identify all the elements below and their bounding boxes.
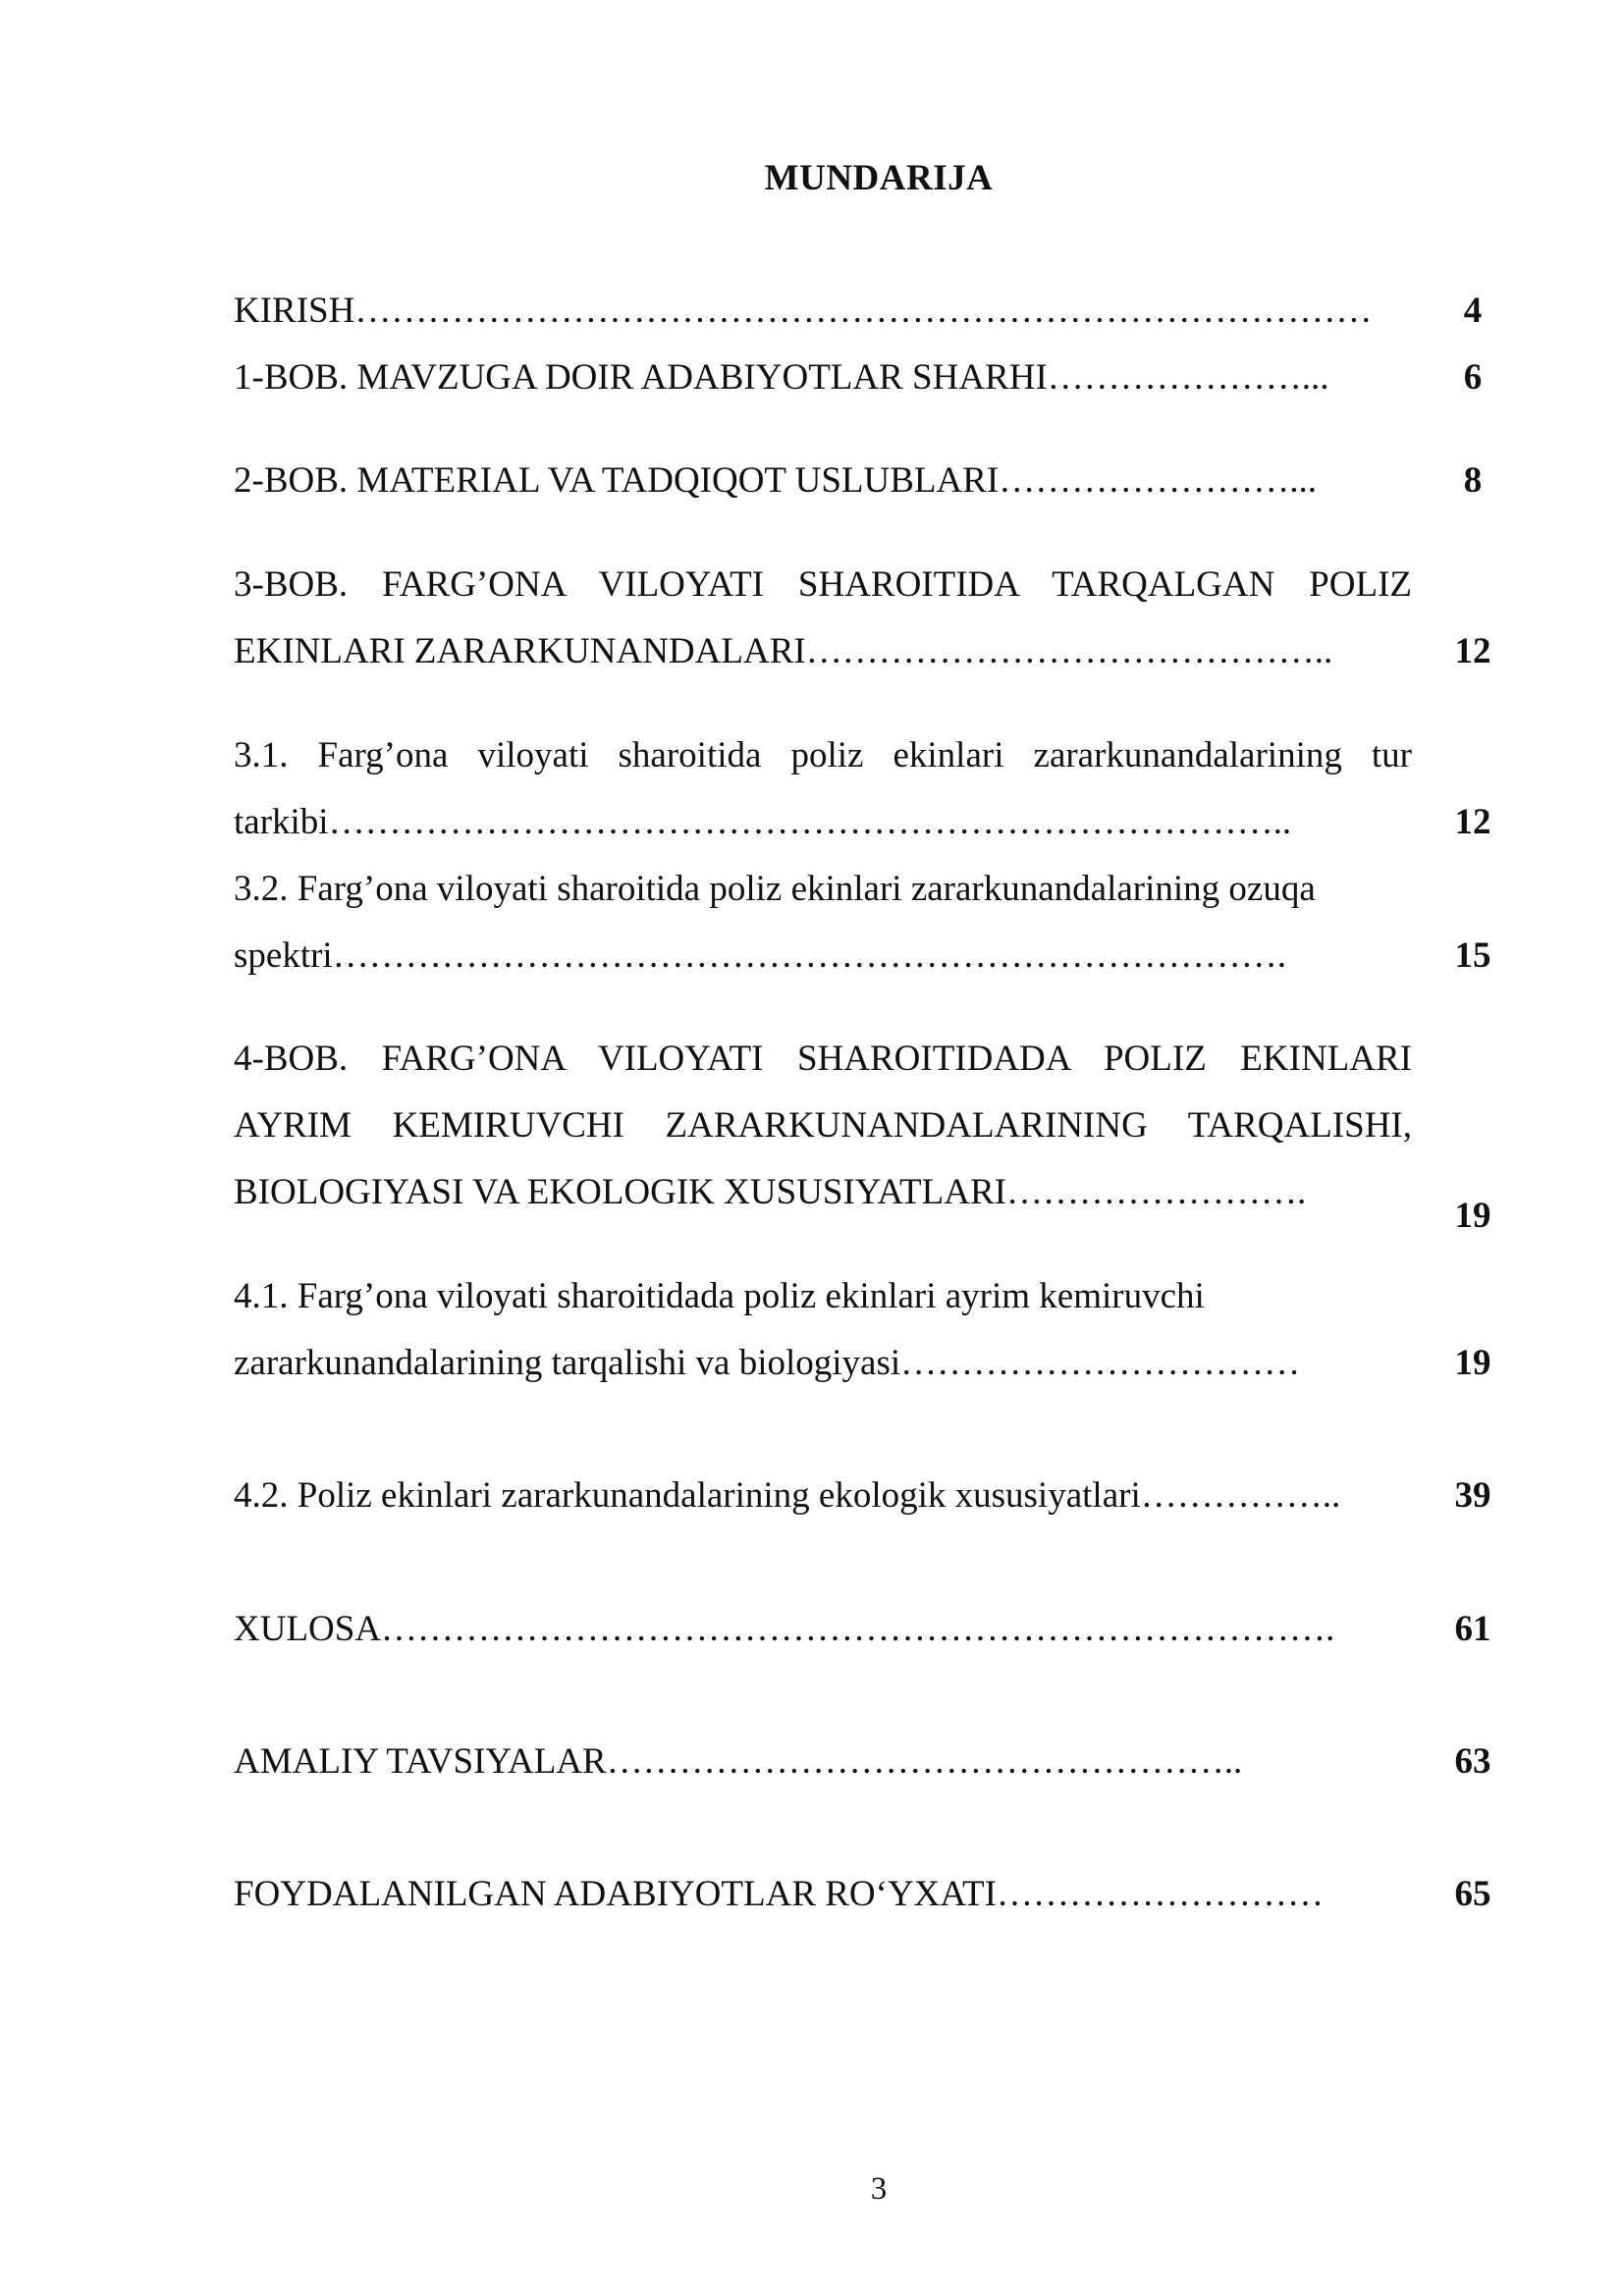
toc-entry-text: 3.2. Farg’ona viloyati sharoitida poliz ekinlari zararkunandalarining ozuqa xyxy=(234,869,1316,909)
toc-entry-chapter-2 xyxy=(234,448,1412,514)
toc-entry-text: tarkibi…………………………………………………………………….. xyxy=(234,802,1292,842)
toc-entry-text: zararkunandalarining tarqalishi va biologiyasi…………………………… xyxy=(234,1343,1301,1383)
toc-entry-chapter-1 xyxy=(234,345,1412,411)
toc-page-number: 15 xyxy=(1454,935,1491,976)
toc-entry-text: XULOSA……………………………………………………………………. xyxy=(234,1609,1335,1649)
toc-page-number: 39 xyxy=(1454,1475,1491,1516)
toc-entry-kirish xyxy=(234,278,1412,345)
toc-entry-chapter-4 xyxy=(234,1026,1412,1226)
toc-entry-text: 3-BOB. FARG’ONA VILOYATI SHAROITIDA TARQALGAN POLIZ xyxy=(234,564,1412,605)
toc-entry-text: 4-BOB. FARG’ONA VILOYATI SHAROITIDADA POLIZ EKINLARI xyxy=(234,1039,1412,1079)
toc-entry-chapter-3 xyxy=(234,552,1412,685)
toc-page-number: 6 xyxy=(1463,357,1483,398)
toc-page-number: 12 xyxy=(1454,631,1491,671)
toc-page-number: 19 xyxy=(1454,1196,1491,1236)
toc-entry-text: 1-BOB. MAVZUGA DOIR ADABIYOTLAR SHARHI…………………... xyxy=(234,357,1329,398)
toc-entry-text: BIOLOGIYASI VA EKOLOGIK XUSUSIYATLARI……………………. xyxy=(234,1172,1307,1212)
toc-entry-text: EKINLARI ZARARKUNANDALARI…………………………………….. xyxy=(234,631,1333,671)
toc-entry-text: spektri……………………………………………………………………. xyxy=(234,935,1286,976)
toc-entry-amaliy-tavsiyalar xyxy=(234,1729,1412,1795)
toc-entry-section-3-2 xyxy=(234,856,1412,989)
toc-entry-text: 4.1. Farg’ona viloyati sharoitidada poliz ekinlari ayrim kemiruvchi xyxy=(234,1276,1205,1316)
toc-entry-text: AYRIM KEMIRUVCHI ZARARKUNANDALARINING TARQALISHI, xyxy=(234,1105,1412,1146)
toc-page-number: 4 xyxy=(1463,291,1483,331)
page-number-footer: 3 xyxy=(870,2171,888,2207)
toc-entry-references xyxy=(234,1861,1412,1928)
toc-page-number: 12 xyxy=(1454,802,1491,842)
toc-page-number: 19 xyxy=(1454,1343,1491,1383)
toc-entry-section-3-1 xyxy=(234,722,1412,856)
toc-entry-text: 3.1. Farg’ona viloyati sharoitida poliz ekinlari zararkunandalarining tur xyxy=(234,735,1412,775)
toc-page-number: 61 xyxy=(1454,1609,1491,1649)
toc-entry-xulosa xyxy=(234,1596,1412,1663)
toc-entry-text: FOYDALANILGAN ADABIYOTLAR RO‘YXATI……………………… xyxy=(234,1874,1324,1914)
toc-page-number: 63 xyxy=(1454,1741,1491,1782)
page-title: MUNDARIJA xyxy=(764,158,994,198)
toc-entry-text: 4.2. Poliz ekinlari zararkunandalarining ekologik xususiyatlari…………….. xyxy=(234,1475,1341,1516)
toc-entry-section-4-1 xyxy=(234,1263,1412,1397)
toc-entry-text: KIRISH………………………………………………………………………… xyxy=(234,291,1373,331)
toc-page-number: 8 xyxy=(1463,460,1483,501)
toc-entry-section-4-2 xyxy=(234,1463,1412,1529)
toc-entry-text: AMALIY TAVSIYALAR…………………………………………….. xyxy=(234,1741,1243,1782)
toc-page-number: 65 xyxy=(1454,1874,1491,1914)
toc-entry-text: 2-BOB. MATERIAL VA TADQIQOT USLUBLARI……………………... xyxy=(234,460,1317,501)
